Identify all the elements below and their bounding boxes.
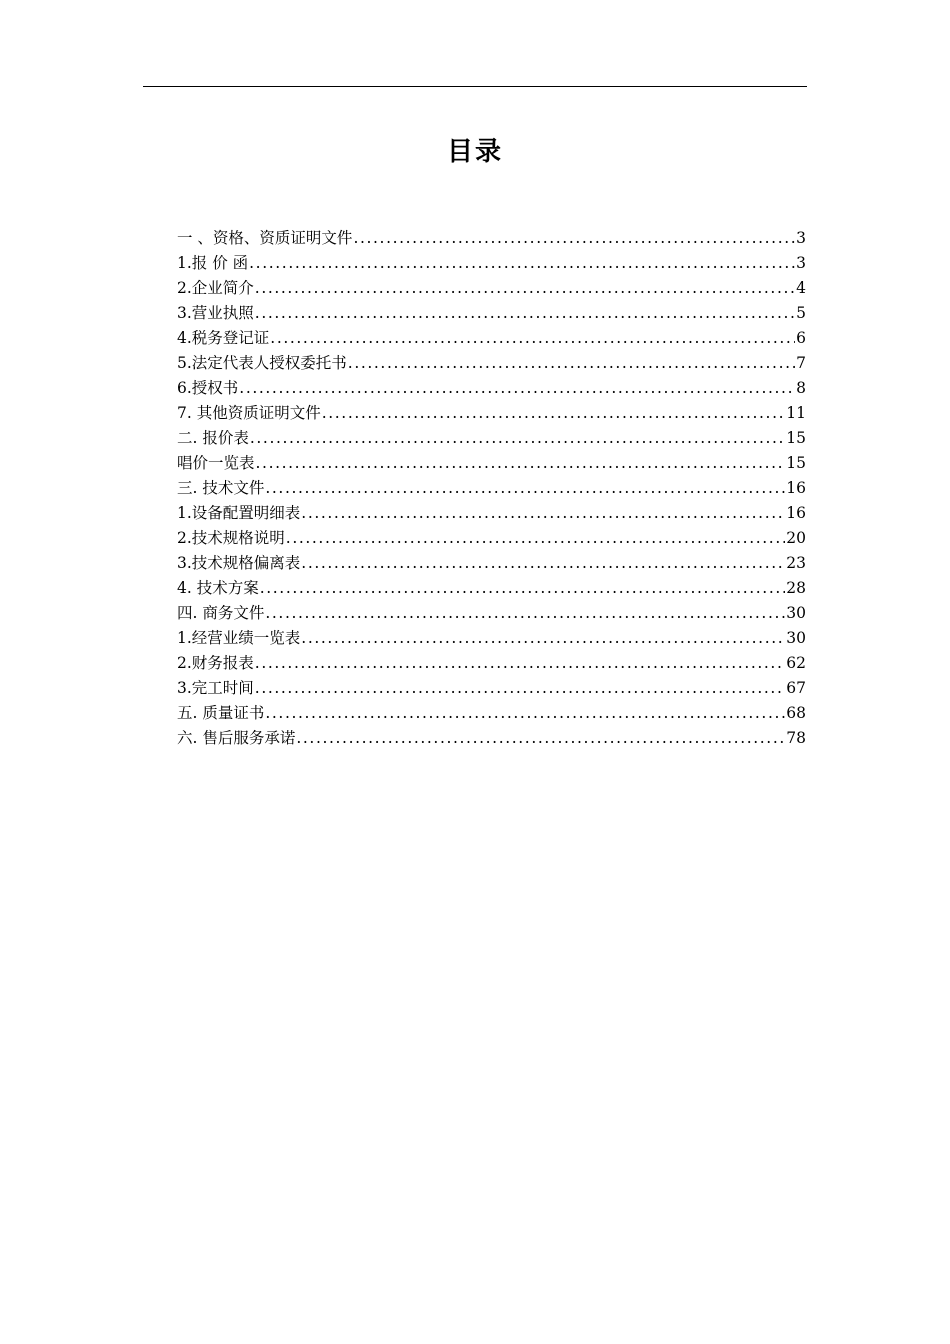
toc-entry[interactable] (177, 676, 806, 701)
toc-dot-leader (255, 651, 785, 676)
toc-entry[interactable] (177, 726, 806, 751)
toc-dot-leader (255, 301, 795, 326)
toc-entry-label: 一 、资格、资质证明文件 (177, 229, 353, 247)
toc-dot-leader (265, 701, 785, 726)
toc-entry[interactable] (177, 226, 806, 251)
toc-entry[interactable] (177, 701, 806, 726)
toc-entry[interactable] (177, 351, 806, 376)
toc-entry-label: 3.营业执照 (177, 304, 254, 322)
toc-entry[interactable] (177, 326, 806, 351)
toc-entry-page: 78 (786, 729, 806, 747)
toc-dot-leader (256, 451, 786, 476)
toc-entry-label: 7. 其他资质证明文件 (177, 404, 321, 422)
toc-entry[interactable] (177, 301, 806, 326)
toc-dot-leader (296, 726, 785, 751)
toc-dot-leader (249, 251, 795, 276)
toc-entry[interactable] (177, 276, 806, 301)
toc-entry-label: 6.授权书 (177, 379, 239, 397)
toc-entry-label: 3.技术规格偏离表 (177, 554, 301, 572)
table-of-contents (177, 226, 806, 751)
toc-entry-label: 四. 商务文件 (177, 604, 265, 622)
toc-entry-page: 16 (786, 479, 806, 497)
toc-entry-page: 3 (796, 254, 806, 272)
toc-dot-leader (348, 351, 795, 376)
toc-dot-leader (265, 601, 785, 626)
toc-dot-leader (270, 326, 795, 351)
toc-entry-label: 5.法定代表人授权委托书 (177, 354, 347, 372)
toc-entry-label: 2.企业简介 (177, 279, 254, 297)
toc-entry[interactable] (177, 551, 806, 576)
toc-dot-leader (301, 551, 785, 576)
toc-entry-page: 15 (786, 429, 806, 447)
toc-entry[interactable] (177, 451, 806, 476)
toc-entry-label: 1.报 价 函 (177, 254, 249, 272)
toc-entry-page: 15 (786, 454, 806, 472)
toc-entry[interactable] (177, 626, 806, 651)
toc-entry[interactable] (177, 501, 806, 526)
toc-entry[interactable] (177, 576, 806, 601)
toc-entry-label: 2.财务报表 (177, 654, 254, 672)
toc-entry-label: 二. 报价表 (177, 429, 249, 447)
toc-entry-label: 三. 技术文件 (177, 479, 265, 497)
header-rule (143, 86, 807, 87)
toc-entry-page: 6 (796, 329, 806, 347)
toc-entry-label: 六. 售后服务承诺 (177, 729, 296, 747)
toc-entry[interactable] (177, 376, 806, 401)
toc-entry[interactable] (177, 601, 806, 626)
toc-entry-page: 62 (786, 654, 806, 672)
toc-entry[interactable] (177, 426, 806, 451)
toc-entry-page: 20 (786, 529, 806, 547)
toc-entry-page: 8 (796, 379, 806, 397)
toc-entry-label: 2.技术规格说明 (177, 529, 285, 547)
toc-entry-page: 28 (786, 579, 806, 597)
toc-entry-label: 1.经营业绩一览表 (177, 629, 301, 647)
toc-entry-label: 1.设备配置明细表 (177, 504, 301, 522)
toc-dot-leader (260, 576, 786, 601)
toc-entry-page: 68 (786, 704, 806, 722)
toc-entry-label: 3.完工时间 (177, 679, 254, 697)
toc-entry[interactable] (177, 476, 806, 501)
toc-dot-leader (286, 526, 785, 551)
toc-dot-leader (301, 501, 785, 526)
toc-entry-label: 4.税务登记证 (177, 329, 270, 347)
toc-dot-leader (353, 226, 795, 251)
toc-entry[interactable] (177, 251, 806, 276)
toc-entry-label: 4. 技术方案 (177, 579, 259, 597)
toc-entry-page: 30 (786, 629, 806, 647)
toc-entry-page: 23 (786, 554, 806, 572)
toc-entry-page: 5 (796, 304, 806, 322)
toc-entry[interactable] (177, 651, 806, 676)
toc-dot-leader (255, 276, 795, 301)
toc-entry-page: 67 (786, 679, 806, 697)
toc-dot-leader (265, 476, 785, 501)
toc-dot-leader (301, 626, 785, 651)
toc-entry-label: 唱价一览表 (177, 454, 255, 472)
toc-entry[interactable] (177, 526, 806, 551)
toc-entry[interactable] (177, 401, 806, 426)
toc-dot-leader (322, 401, 786, 426)
toc-dot-leader (250, 426, 785, 451)
toc-dot-leader (255, 676, 785, 701)
toc-entry-label: 五. 质量证书 (177, 704, 265, 722)
toc-dot-leader (239, 376, 795, 401)
page-title: 目录 (446, 137, 503, 167)
toc-entry-page: 7 (796, 354, 806, 372)
toc-entry-page: 30 (786, 604, 806, 622)
toc-entry-page: 16 (786, 504, 806, 522)
toc-entry-page: 11 (786, 404, 806, 422)
toc-entry-page: 4 (796, 279, 806, 297)
toc-entry-page: 3 (796, 229, 806, 247)
